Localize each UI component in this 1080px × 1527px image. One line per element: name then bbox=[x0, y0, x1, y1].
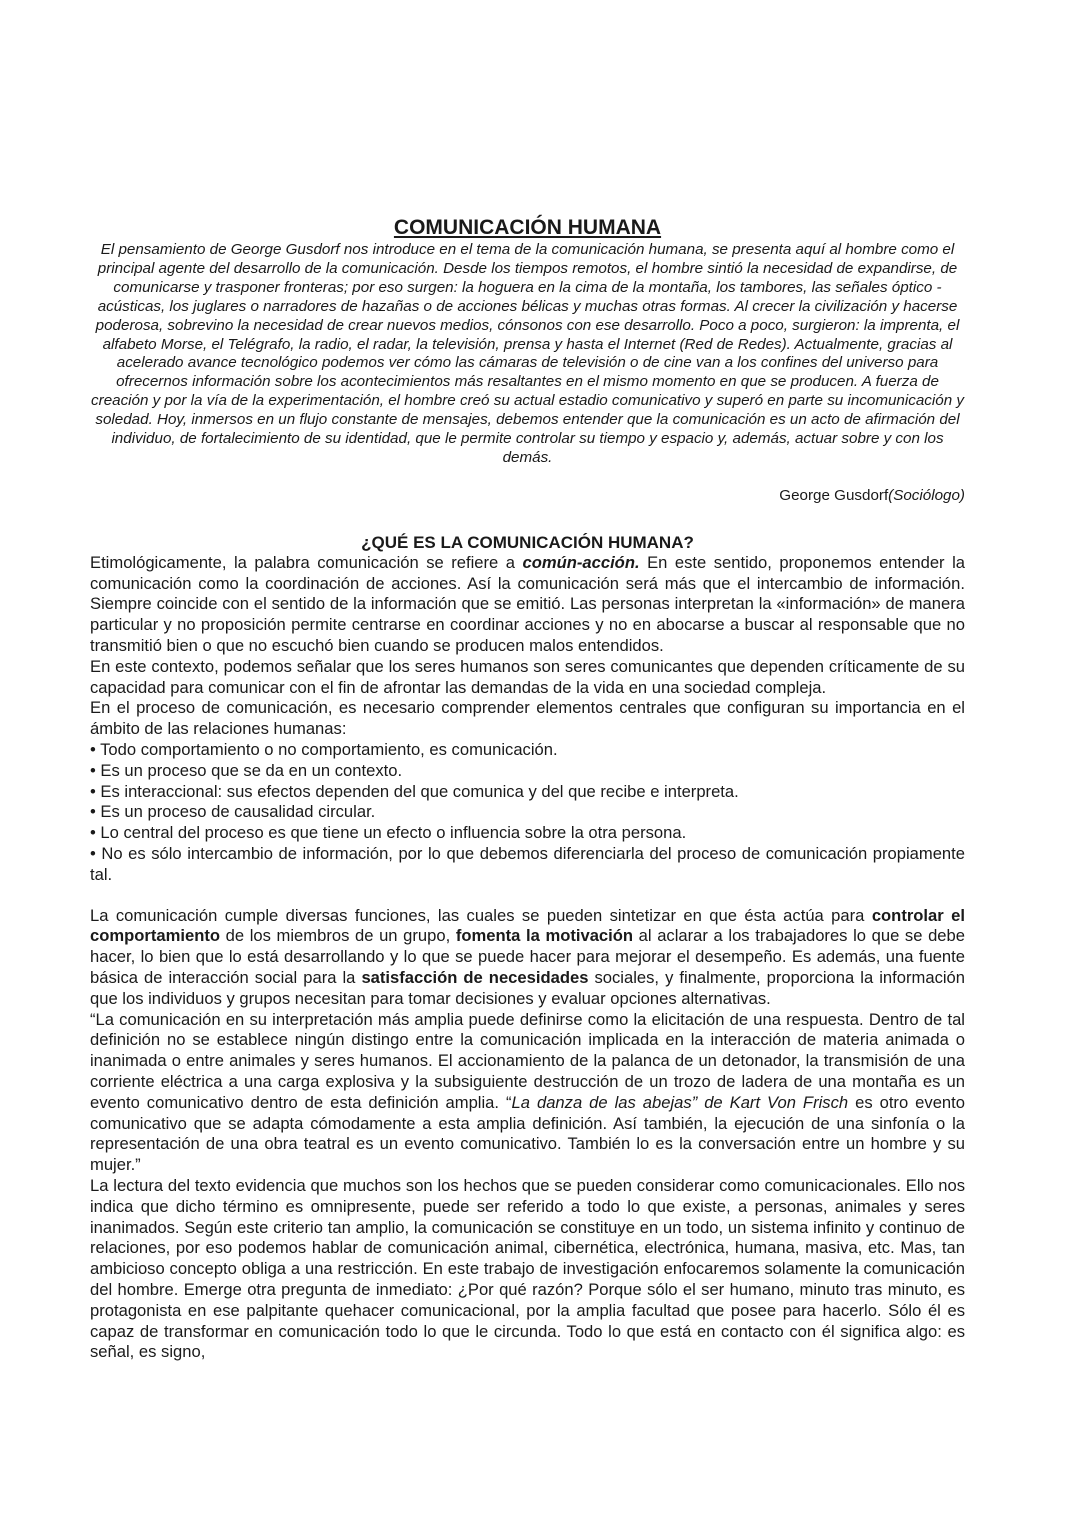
bullet-item: • Es un proceso de causalidad circular. bbox=[90, 802, 376, 822]
spacer bbox=[90, 886, 965, 906]
document-page bbox=[90, 216, 965, 1363]
paragraph-reading: La lectura del texto evidencia que muchos son los hechos que se pueden considerar como comunicacionales. Ello nos indica que dicho término es omnipresente, puede ser referido a todo lo que existe, a personas, animales y seres inanimados. Según este criterio tan amplio, la comunicación se constituye en un todo, un sistema infinito y continuo de relaciones, por eso podemos hablar de comunicación animal, cibernética, electrónica, humana, masiva, etc. Mas, tan ambicioso concepto obliga a una restricción. En este trabajo de investigación enfocaremos solamente la comunicación del hombre. Emerge otra pregunta de inmediato: ¿Por qué razón? Porque sólo el ser humano, minuto tras minuto, es protagonista en ese palpitante quehacer comunicacional, por la amplia facultad que posee para hacerlo. Sólo él es capaz de transformar en comunicación todo lo que le circunda. Todo lo que está en contacto con él significa algo: es señal, es signo, bbox=[90, 1175, 965, 1362]
paragraph-functions bbox=[90, 906, 965, 1010]
paragraph-context: En este contexto, podemos señalar que los seres humanos son seres comunicantes que dependen críticamente de su capacidad para comunicar con el fin de afrontar las demandas de la vida en una sociedad compleja. bbox=[90, 656, 965, 697]
intro-paragraph: El pensamiento de George Gusdorf nos introduce en el tema de la comunicación humana, se presenta aquí al hombre como el principal agente del desarrollo de la comunicación. Desde los tiempos remotos, el hombre sintió la necesidad de expandirse, de comunicarse y trasponer fronteras; por eso surgen: la hoguera en la cima de la montaña, los tambores, las señales óptico - acústicas, los juglares o narradores de hazañas o de acciones bélicas y muchas otras formas. Al crecer la civilización y hacerse poderosa, sobrevino la necesidad de crear nuevos medios, cónsonos con ese desarrollo. Poco a poco, surgieron: la imprenta, el alfabeto Morse, el Telégrafo, la radio, el radar, la televisión, prensa y hasta el Internet (Red de Redes). Actualmente, gracias al acelerado avance tecnológico podemos ver cómo las cámaras de televisión o de cine van a los confines del universo para ofrecernos información sobre los acontecimientos más resaltantes en el mismo momento en que se producen. A fuerza de creación y por la vía de la experimentación, el hombre creó su actual estadio comunicativo y superó en parte su incomunicación y soledad. Hoy, inmersos en un flujo constante de mensajes, debemos entender que la comunicación es un acto de afirmación del individuo, de fortalecimiento de su identidad, que le permite controlar su tiempo y espacio y, además, actuar sobre y con los demás. bbox=[91, 241, 964, 466]
section-heading: ¿QUÉ ES LA COMUNICACIÓN HUMANA? bbox=[361, 532, 694, 552]
bullet-item: • Lo central del proceso es que tiene un efecto o influencia sobre la otra persona. bbox=[90, 823, 687, 843]
signature bbox=[90, 486, 965, 505]
signature-name: George Gusdorf bbox=[779, 486, 889, 504]
bullet-item: • Todo comportamiento o no comportamiento, es comunicación. bbox=[90, 740, 558, 760]
bullet-item: • Es interaccional: sus efectos dependen del que comunica y del que recibe e interpreta. bbox=[90, 781, 739, 801]
section-body bbox=[90, 553, 965, 1363]
p4-text-a: La comunicación cumple diversas funciones, las cuales se pueden sintetizar en que ésta actúa para bbox=[90, 905, 872, 925]
paragraph-quote bbox=[90, 1010, 965, 1176]
p4-bold-needs: satisfacción de necesidades bbox=[361, 968, 589, 988]
p1-text-a: Etimológicamente, la palabra comunicación se refiere a bbox=[90, 552, 523, 572]
bullet-list bbox=[90, 740, 965, 886]
p4-bold-motivation: fomenta la motivación bbox=[455, 926, 634, 946]
paragraph-process: En el proceso de comunicación, es necesario comprender elementos centrales que configuran su importancia en el ámbito de las relaciones humanas: bbox=[90, 698, 965, 739]
p1-text-b: En este sentido, proponemos entender la comunicación como la coordinación de acciones. Así la comunicación será más que el intercambio de información. Siempre coincide con el sentido de la información que se emitió. Las personas interpretan la «información» de manera particular y no proposición permite centrarse en coordinar acciones y no en abocarse a buscar al responsable que no transmitió bien o que no escuchó bien cuando se producen malos entendidos. bbox=[90, 552, 965, 656]
p4-bold-control: controlar el comportamiento bbox=[90, 905, 965, 946]
paragraph-etymology bbox=[90, 553, 965, 657]
document-title: COMUNICACIÓN HUMANA bbox=[393, 216, 662, 239]
p4-text-c: de los miembros de un grupo, bbox=[220, 926, 456, 946]
p5-text-a: “La comunicación en su interpretación más amplia puede definirse como la elicitación de una respuesta. Dentro de tal definición no se establece ningún distingo entre la comunicación implicada en la interacción de materia animada o inanimada o entre animales y seres humanos. El accionamiento de la palanca de un detonador, la transmisión de una corriente eléctrica a una carga explosiva y la subsiguiente destrucción de un trozo de ladera de una montaña es un evento comunicativo dentro de esta definición amplia. “ bbox=[90, 1009, 965, 1112]
signature-role: (Sociólogo) bbox=[888, 486, 965, 504]
p1-emphasis: común-acción. bbox=[522, 552, 640, 572]
bullet-item: • No es sólo intercambio de información, por lo que debemos diferenciarla del proceso de comunicación propiamente tal. bbox=[90, 844, 965, 884]
p5-text-c: es otro evento comunicativo que se adapta cómodamente a esta amplia definición. Así también, la ejecución de una sinfonía o la representación de una obra teatral es un evento comunicativo. También lo es la conversación entre un hombre y su mujer.” bbox=[90, 1092, 965, 1175]
p5-italic-bees: La danza de las abejas” de Kart Von Frisch bbox=[511, 1092, 849, 1112]
p4-text-g: sociales, y finalmente, proporciona la información que los individuos y grupos necesitan para tomar decisiones y evaluar opciones alternativas. bbox=[90, 968, 966, 1008]
bullet-item: • Es un proceso que se da en un contexto. bbox=[90, 760, 403, 780]
p4-text-e: al aclarar a los trabajadores lo que se debe hacer, lo bien que lo está desarrollando y lo que se puede hacer para mejorar el desempeño. Es además, una fuente básica de interacción social para la bbox=[90, 926, 965, 988]
